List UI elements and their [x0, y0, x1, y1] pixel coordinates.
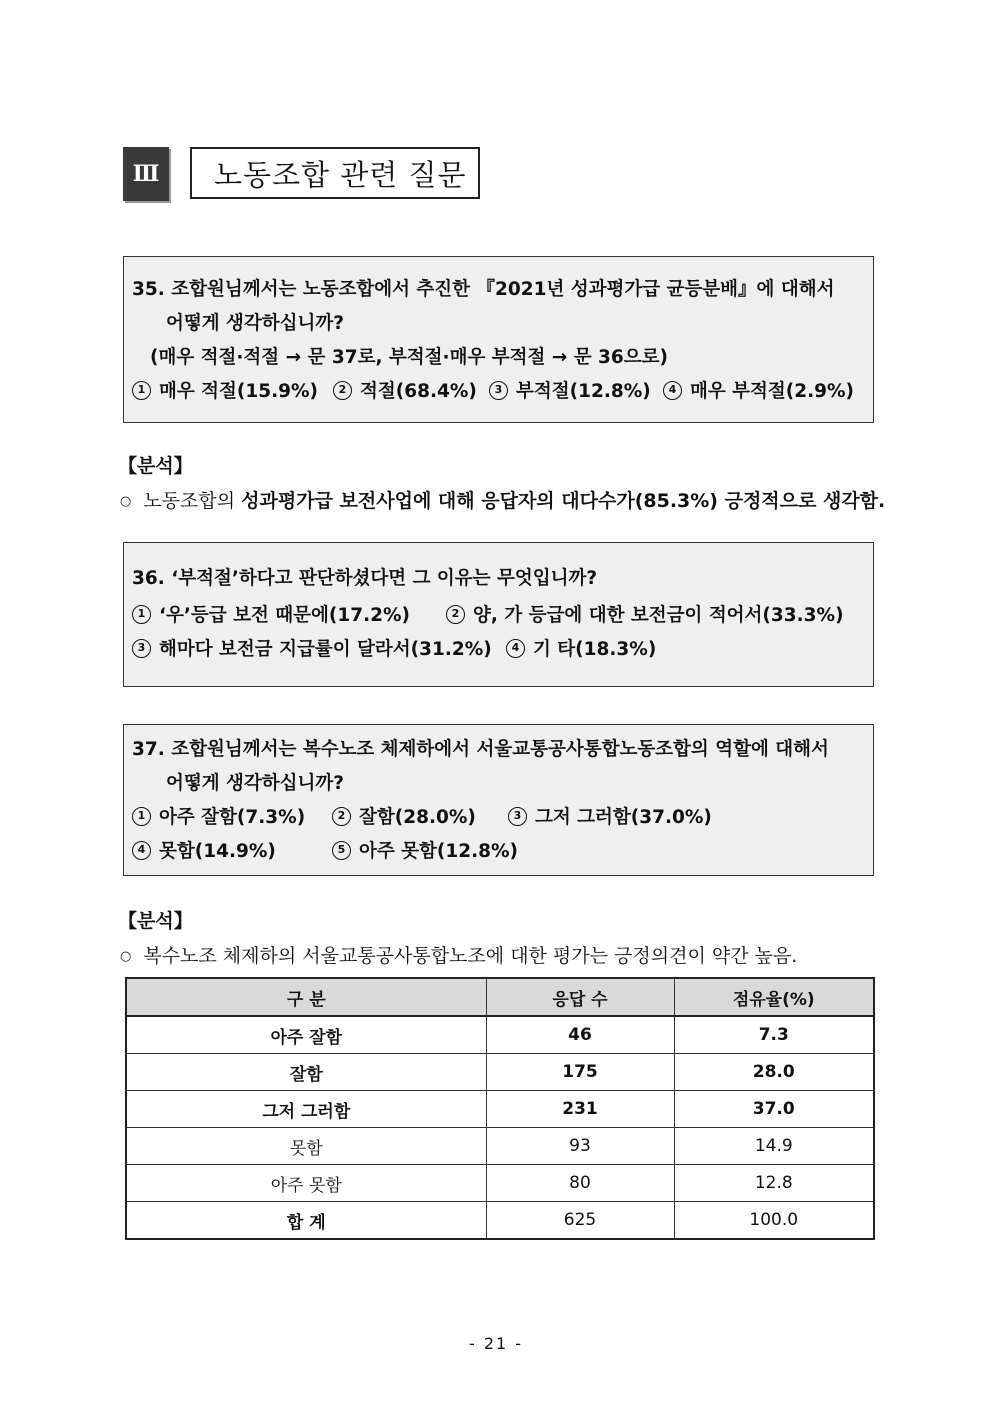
option [333, 375, 489, 409]
option-label: 잘함(28.0%) [359, 807, 476, 828]
bullet: ○ [120, 949, 132, 964]
circled-number: 1 [132, 381, 151, 400]
table-row [126, 1165, 874, 1202]
option-label: 그저 그러함(37.0%) [535, 807, 712, 828]
question-36-options-row-2 [132, 633, 863, 667]
question-37-text: 37. 조합원님께서는 복수노조 체제하에서 서울교통공사통합노동조합의 역할에 대해서 [132, 739, 829, 760]
circled-number: 5 [332, 841, 351, 860]
row-label: 아주 못함 [126, 1165, 486, 1202]
row-count: 175 [486, 1054, 674, 1091]
question-37-box [123, 724, 874, 876]
question-37-options-row-2 [132, 835, 863, 869]
section-number-badge: Ⅲ [123, 147, 169, 201]
option-label: 양, 가 등급에 대한 보전금이 적어서(33.3%) [473, 605, 844, 626]
row-count: 80 [486, 1165, 674, 1202]
circled-number: 2 [446, 605, 465, 624]
table-row [126, 1054, 874, 1091]
row-share: 28.0 [674, 1054, 874, 1091]
row-count: 93 [486, 1128, 674, 1165]
option [446, 599, 844, 633]
page-number: - 21 - [468, 1334, 524, 1353]
bullet: ○ [120, 494, 132, 509]
question-35-box [123, 256, 874, 423]
analysis-bold-text: 성과평가급 보전사업에 대해 응답자의 대다수가(85.3%) 긍정적으로 생각함. [241, 490, 886, 512]
option-label: 매우 적절(15.9%) [159, 381, 319, 402]
table-total-row [126, 1202, 874, 1240]
option-label: ‘우’등급 보전 때문에(17.2%) [159, 605, 410, 626]
circled-number: 2 [333, 381, 352, 400]
option [506, 633, 656, 667]
column-header: 응답 수 [486, 978, 674, 1016]
option [132, 801, 332, 835]
question-36-options-row-1 [132, 599, 863, 633]
option-label: 못함(14.9%) [159, 841, 276, 862]
row-label: 합 계 [126, 1202, 486, 1240]
question-37-text-cont: 어떻게 생각하십니까? [166, 773, 345, 794]
analysis-text [120, 486, 885, 513]
row-share: 100.0 [674, 1202, 874, 1240]
circled-number: 2 [332, 807, 351, 826]
circled-number: 4 [663, 381, 682, 400]
question-37-options-row-1 [132, 801, 863, 835]
row-label: 잘함 [126, 1054, 486, 1091]
option-label: 아주 못함(12.8%) [359, 841, 519, 862]
option [489, 375, 663, 409]
option [132, 599, 446, 633]
analysis-normal-text: 복수노조 체제하의 서울교통공사통합노조에 대한 평가는 긍정의견이 약간 높음. [143, 945, 798, 967]
question-36-box [123, 542, 874, 687]
option-label: 부적절(12.8%) [516, 381, 651, 402]
row-count: 231 [486, 1091, 674, 1128]
circled-number: 1 [132, 807, 151, 826]
row-share: 7.3 [674, 1016, 874, 1054]
section-title: 노동조합 관련 질문 [190, 147, 480, 199]
results-table [125, 977, 875, 1240]
circled-number: 4 [506, 639, 525, 658]
option-label: 매우 부적절(2.9%) [690, 381, 855, 402]
column-header: 점유율(%) [674, 978, 874, 1016]
analysis-heading: 【분석】 [118, 455, 193, 477]
question-35-text-cont: 어떻게 생각하십니까? [166, 313, 345, 334]
option [132, 633, 506, 667]
row-count: 46 [486, 1016, 674, 1054]
question-35-routing: (매우 적절·적절 → 문 37로, 부적절·매우 부적절 → 문 36으로) [150, 347, 669, 368]
table-row [126, 1091, 874, 1128]
option [132, 835, 332, 869]
analysis-heading: 【분석】 [118, 910, 193, 932]
column-header: 구 분 [126, 978, 486, 1016]
row-label: 아주 잘함 [126, 1016, 486, 1054]
option [508, 801, 712, 835]
row-share: 14.9 [674, 1128, 874, 1165]
row-label: 못함 [126, 1128, 486, 1165]
circled-number: 4 [132, 841, 151, 860]
option [332, 801, 508, 835]
circled-number: 3 [508, 807, 527, 826]
question-36-text: 36. ‘부적절’하다고 판단하셨다면 그 이유는 무엇입니까? [132, 568, 598, 589]
option-label: 해마다 보전금 지급률이 달라서(31.2%) [159, 639, 492, 660]
row-share: 37.0 [674, 1091, 874, 1128]
option-label: 적절(68.4%) [360, 381, 477, 402]
row-share: 12.8 [674, 1165, 874, 1202]
option-label: 아주 잘함(7.3%) [159, 807, 306, 828]
question-35-options [132, 375, 863, 409]
option [132, 375, 333, 409]
table-row [126, 1128, 874, 1165]
circled-number: 3 [132, 639, 151, 658]
analysis-text [120, 941, 797, 968]
option [332, 835, 518, 869]
table-row [126, 1016, 874, 1054]
row-label: 그저 그러함 [126, 1091, 486, 1128]
question-35-text: 35. 조합원님께서는 노동조합에서 추진한 『2021년 성과평가급 균등분배』에 대해서 [132, 279, 835, 300]
table-header-row [126, 978, 874, 1016]
row-count: 625 [486, 1202, 674, 1240]
circled-number: 1 [132, 605, 151, 624]
option [663, 375, 854, 409]
option-label: 기 타(18.3%) [533, 639, 657, 660]
analysis-normal-text: 노동조합의 [143, 490, 242, 512]
circled-number: 3 [489, 381, 508, 400]
